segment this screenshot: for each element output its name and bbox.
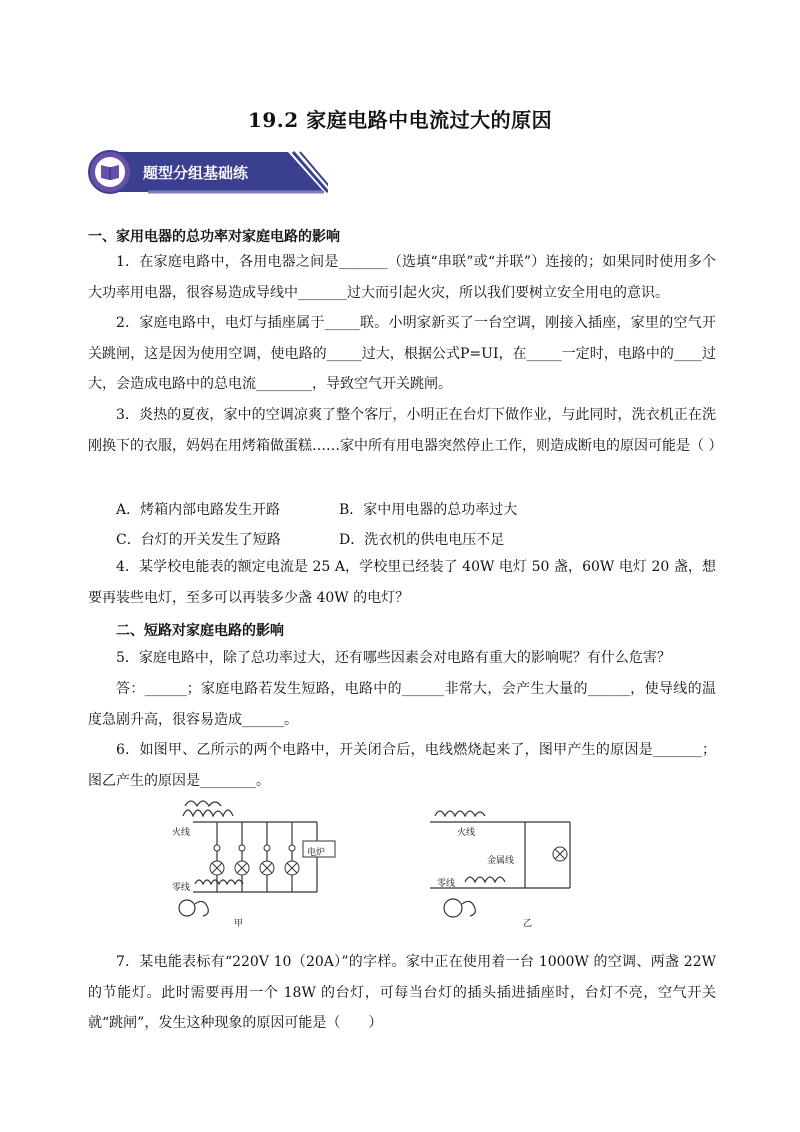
question-1: 1．在家庭电路中，各用电器之间是_______（选填“串联”或“并联”）连接的；如果同时使用多个大功率用电器，很容易造成导线中_______过大而引起火灾，所以我们要树立安全用电的意识。 (88, 254, 716, 301)
question-3: 3．炎热的夏夜，家中的空调凉爽了整个客厅，小明正在台灯下做作业，与此同时，洗衣机正在洗刚换下的衣服，妈妈在用烤箱做蛋糕……家中所有用电器突然停止工作，则造成断电的原因可能是（ ） (88, 407, 723, 454)
banner-label: 题型分组基础练 (143, 164, 249, 182)
question-7: 7．某电能表标有“220V 10（20A）”的字样。家中正在使用着一台 1000W 的空调、两盏 22W 的节能灯。此时需要再用一个 18W 的台灯，可每当台灯的插头插进插座时，台灯不亮，空气开关就“跳闸”，发生这种现象的原因可能是（ ） (88, 954, 716, 1031)
question-2: 2．家庭电路中，电灯与插座属于_____联。小明家新买了一台空调，刚接入插座，家里的空气开关跳闸，这是因为使用空调，使电路的_____过大，根据公式P=UI，在_____一定时，电路中的____过大，会造成电路中的总电流________，导致空气开关跳闸。 (88, 315, 716, 392)
label-jia: 甲 (234, 919, 244, 929)
page-title: 19.2 家庭电路中电流过大的原因 (247, 108, 553, 132)
circuit-diagram-yi (425, 800, 585, 934)
question-6: 6．如图甲、乙所示的两个电路中，开关闭合后，电线燃烧起来了，图甲产生的原因是_______；图乙产生的原因是________。 (88, 742, 716, 789)
circuit-diagram-jia (165, 796, 365, 934)
question-4: 4．某学校电能表的额定电流是 25 A，学校里已经装了 40W 电灯 50 盏，60W 电灯 20 盏，想要再装些电灯，至多可以再装多少盏 40W 的电灯？ (88, 559, 716, 606)
label-yi: 乙 (523, 919, 533, 929)
label-neutral-yi: 零线 (437, 879, 456, 889)
question-5: 5．家庭电路中，除了总功率过大，还有哪些因素会对电路有重大的影响呢？有什么危害？ (116, 650, 671, 666)
label-metal-wire: 金属线 (487, 856, 515, 866)
label-neutral-jia: 零线 (172, 883, 191, 893)
question-5-answer: 答：______；家庭电路若发生短路，电路中的______非常大，会产生大量的______，使导线的温度急剧升高，很容易造成______。 (88, 681, 716, 728)
option-d: D．洗衣机的供电电压不足 (339, 532, 505, 548)
section-heading-2: 二、短路对家庭电路的影响 (116, 623, 284, 639)
option-c: C．台灯的开关发生了短路 (116, 532, 281, 548)
option-a: A．烤箱内部电路发生开路 (116, 502, 281, 518)
label-live-jia: 火线 (172, 828, 191, 838)
book-icon (99, 162, 121, 182)
section-heading-1: 一、家用电器的总功率对家庭电路的影响 (88, 229, 340, 245)
label-live-yi: 火线 (457, 828, 476, 838)
label-stove: 电炉 (307, 848, 326, 858)
option-b: B．家中用电器的总功率过大 (339, 502, 518, 518)
